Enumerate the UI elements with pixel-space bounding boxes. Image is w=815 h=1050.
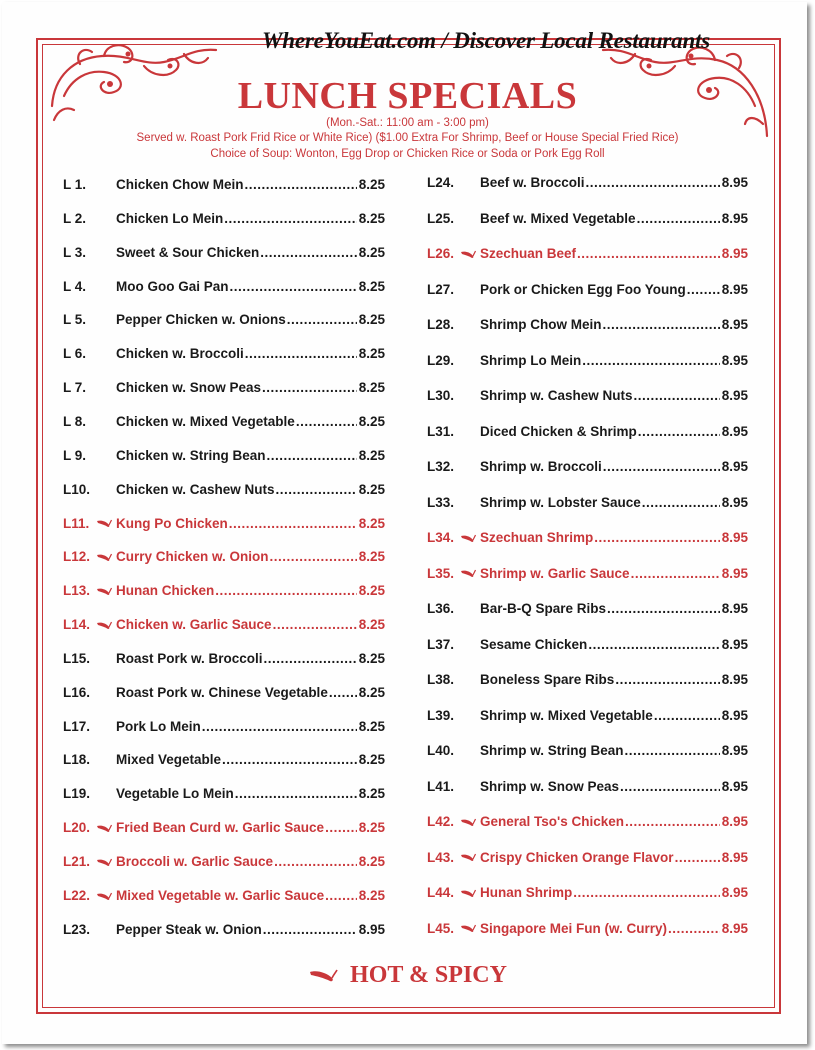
- item-code: L 3.: [63, 244, 87, 260]
- dot-leader: [634, 386, 720, 406]
- site-watermark: WhereYouEat.com / Discover Local Restaurants: [262, 28, 711, 53]
- menu-item: [427, 528, 748, 548]
- item-code: L14.: [63, 617, 91, 633]
- item-code: L40.: [427, 743, 455, 758]
- item-price: 8.25: [358, 515, 385, 531]
- menu-item: [63, 615, 385, 635]
- item-code: L12.: [63, 549, 91, 565]
- item-code: L32.: [427, 459, 455, 474]
- item-name: Chicken w. Mixed Vegetable: [116, 413, 295, 429]
- item-price: 8.95: [721, 636, 748, 652]
- item-price: 8.25: [358, 447, 385, 463]
- menu-item: [63, 243, 385, 263]
- item-name: Hunan Chicken: [116, 583, 215, 599]
- menu-item: [427, 777, 748, 797]
- item-code: L30.: [427, 388, 455, 403]
- dot-leader: [638, 422, 720, 442]
- item-name: Pork or Chicken Egg Foo Young: [480, 281, 686, 297]
- item-code: L23.: [63, 921, 91, 937]
- menu-item: [427, 351, 748, 371]
- item-price: 8.95: [721, 778, 748, 794]
- chili-pepper-icon: [96, 852, 112, 872]
- item-name: Hunan Shrimp: [480, 885, 573, 900]
- legend-label: HOT & SPICY: [350, 962, 507, 988]
- menu-item: [427, 280, 748, 300]
- item-code: L26.: [427, 246, 455, 261]
- menu-item: [427, 706, 748, 726]
- menu-item: [427, 173, 748, 193]
- dot-leader: [202, 717, 357, 737]
- dot-leader: [582, 351, 719, 371]
- dot-leader: [262, 378, 357, 398]
- menu-item: [63, 581, 385, 601]
- item-code: L22.: [63, 887, 91, 903]
- dot-leader: [603, 457, 720, 477]
- item-code: L19.: [63, 786, 91, 802]
- dot-leader: [267, 446, 357, 466]
- item-name: Chicken w. Cashew Nuts: [116, 481, 275, 497]
- item-code: L31.: [427, 423, 455, 439]
- dot-leader: [687, 280, 720, 300]
- menu-item: [63, 818, 385, 838]
- menu-item: [427, 599, 748, 619]
- item-name: Beef w. Mixed Vegetable: [480, 210, 636, 226]
- item-price: 8.25: [358, 210, 385, 226]
- item-price: 8.95: [721, 672, 748, 687]
- item-name: Chicken w. Snow Peas: [116, 380, 262, 396]
- item-name: Pork Lo Mein: [116, 718, 201, 734]
- item-code: L38.: [427, 672, 455, 687]
- chili-pepper-icon: [460, 919, 476, 939]
- item-code: L13.: [63, 583, 91, 599]
- item-price: 8.25: [358, 549, 385, 565]
- item-name: Szechuan Shrimp: [480, 530, 594, 545]
- item-name: Shrimp w. Lobster Sauce: [480, 494, 641, 510]
- item-name: Beef w. Broccoli: [480, 175, 585, 190]
- menu-item: [427, 635, 748, 655]
- serving-hours: (Mon.-Sat.: 11:00 am - 3:00 pm): [326, 117, 489, 129]
- item-price: 8.95: [358, 921, 385, 937]
- dot-leader: [620, 777, 720, 797]
- item-name: Mixed Vegetable w. Garlic Sauce: [116, 887, 325, 903]
- item-price: 8.95: [721, 849, 748, 865]
- item-name: Crispy Chicken Orange Flavor: [480, 849, 674, 865]
- item-price: 8.25: [358, 854, 385, 869]
- item-code: L 9.: [63, 447, 87, 463]
- menu-item: [427, 812, 748, 832]
- dot-leader: [594, 528, 719, 548]
- item-name: Vegetable Lo Mein: [116, 786, 234, 802]
- dot-leader: [263, 920, 357, 940]
- item-name: Sesame Chicken: [480, 636, 588, 652]
- dot-leader: [577, 244, 720, 264]
- item-name: Roast Pork w. Broccoli: [116, 650, 263, 666]
- dot-leader: [573, 883, 719, 903]
- item-code: L20.: [63, 820, 91, 836]
- dot-leader: [245, 344, 357, 364]
- chili-pepper-icon: [96, 886, 112, 906]
- item-price: 8.25: [358, 887, 385, 903]
- item-name: Pepper Chicken w. Onions: [116, 312, 286, 328]
- menu-item: [427, 422, 748, 442]
- chili-pepper-icon: [460, 883, 476, 903]
- item-name: Bar-B-Q Spare Ribs: [480, 601, 607, 616]
- dot-leader: [235, 784, 357, 804]
- item-code: L33.: [427, 494, 455, 510]
- item-price: 8.25: [358, 278, 385, 294]
- item-price: 8.25: [358, 413, 385, 429]
- item-code: L25.: [427, 210, 455, 226]
- menu-item: [427, 493, 748, 513]
- menu-item: [63, 412, 385, 432]
- item-price: 8.25: [358, 380, 385, 396]
- item-price: 8.25: [358, 650, 385, 666]
- item-code: L 8.: [63, 413, 87, 429]
- menu-item: [63, 446, 385, 466]
- dot-leader: [637, 209, 720, 229]
- item-name: Shrimp w. Cashew Nuts: [480, 388, 633, 403]
- dot-leader: [586, 173, 720, 193]
- item-name: Chicken w. String Bean: [116, 447, 266, 463]
- dot-leader: [224, 209, 356, 229]
- item-name: Moo Goo Gai Pan: [116, 278, 229, 294]
- item-code: L18.: [63, 752, 91, 768]
- dot-leader: [264, 649, 357, 669]
- chili-pepper-icon: [308, 966, 338, 986]
- item-code: L41.: [427, 778, 455, 794]
- item-code: L43.: [427, 849, 455, 865]
- menu-item: [63, 717, 385, 737]
- item-price: 8.95: [721, 317, 748, 332]
- item-name: General Tso's Chicken: [480, 814, 625, 829]
- menu-item: [427, 386, 748, 406]
- menu-item: [63, 277, 385, 297]
- item-code: L29.: [427, 352, 455, 368]
- item-code: L37.: [427, 636, 455, 652]
- item-code: L24.: [427, 175, 455, 190]
- item-name: Chicken w. Broccoli: [116, 346, 244, 362]
- menu-item: [63, 920, 385, 940]
- dot-leader: [675, 848, 720, 868]
- item-price: 8.25: [358, 312, 385, 328]
- item-price: 8.25: [358, 617, 385, 633]
- chili-pepper-icon: [460, 564, 476, 584]
- menu-item: [63, 547, 385, 567]
- menu-item: [63, 209, 385, 229]
- dot-leader: [222, 750, 357, 770]
- item-price: 8.25: [358, 752, 385, 768]
- item-name: Sweet & Sour Chicken: [116, 244, 260, 260]
- item-price: 8.95: [721, 423, 748, 439]
- menu-item: [63, 378, 385, 398]
- item-name: Singapore Mei Fun (w. Curry): [480, 920, 668, 936]
- item-code: L 2.: [63, 210, 87, 226]
- menu-item: [427, 457, 748, 477]
- item-price: 8.95: [721, 459, 748, 474]
- menu-item: [63, 852, 385, 872]
- item-code: L 7.: [63, 380, 87, 396]
- item-name: Shrimp w. Mixed Vegetable: [480, 707, 653, 723]
- item-name: Chicken Chow Mein: [116, 177, 244, 192]
- dot-leader: [215, 581, 356, 601]
- menu-item: [427, 315, 748, 335]
- dot-leader: [270, 547, 357, 567]
- item-name: Broccoli w. Garlic Sauce: [116, 854, 274, 869]
- item-code: L 5.: [63, 312, 87, 328]
- item-price: 8.95: [721, 814, 748, 829]
- item-price: 8.25: [358, 346, 385, 362]
- dot-leader: [276, 480, 357, 500]
- menu-item: [63, 310, 385, 330]
- item-code: L45.: [427, 920, 455, 936]
- menu-item: [427, 848, 748, 868]
- menu-item: [63, 784, 385, 804]
- chili-pepper-icon: [96, 818, 112, 838]
- dot-leader: [325, 886, 357, 906]
- menu-item: [63, 175, 385, 195]
- item-price: 8.25: [358, 684, 385, 700]
- menu-item: [63, 480, 385, 500]
- item-name: Shrimp w. Garlic Sauce: [480, 565, 630, 581]
- item-code: L21.: [63, 854, 91, 869]
- item-price: 8.95: [721, 281, 748, 297]
- menu-item: [427, 883, 748, 903]
- item-price: 8.25: [358, 820, 385, 836]
- menu-item: [427, 564, 748, 584]
- item-code: L27.: [427, 281, 455, 297]
- dot-leader: [603, 315, 720, 335]
- dot-leader: [287, 310, 357, 330]
- menu-title: LUNCH SPECIALS: [237, 75, 578, 117]
- item-code: L42.: [427, 814, 455, 829]
- item-code: L15.: [63, 650, 91, 666]
- chili-pepper-icon: [460, 528, 476, 548]
- item-name: Curry Chicken w. Onion: [116, 549, 269, 565]
- item-code: L 1.: [63, 177, 87, 192]
- item-price: 8.95: [721, 210, 748, 226]
- chili-pepper-icon: [96, 547, 112, 567]
- chili-pepper-icon: [96, 581, 112, 601]
- item-price: 8.95: [721, 920, 748, 936]
- item-code: L44.: [427, 885, 455, 900]
- item-price: 8.25: [358, 718, 385, 734]
- dot-leader: [631, 564, 720, 584]
- item-name: Boneless Spare Ribs: [480, 672, 615, 687]
- item-code: L 6.: [63, 346, 87, 362]
- item-name: Diced Chicken & Shrimp: [480, 423, 637, 439]
- menu-item: [427, 919, 748, 939]
- dot-leader: [260, 243, 356, 263]
- item-price: 8.25: [358, 583, 385, 599]
- menu-item: [63, 683, 385, 703]
- item-name: Shrimp Chow Mein: [480, 317, 602, 332]
- item-price: 8.95: [721, 565, 748, 581]
- dot-leader: [588, 635, 719, 655]
- dot-leader: [230, 277, 357, 297]
- menu-item: [427, 209, 748, 229]
- item-code: L35.: [427, 565, 455, 581]
- dot-leader: [607, 599, 720, 619]
- item-name: Szechuan Beef: [480, 246, 577, 261]
- item-name: Shrimp w. Snow Peas: [480, 778, 620, 794]
- item-name: Chicken w. Garlic Sauce: [116, 617, 272, 633]
- dot-leader: [296, 412, 357, 432]
- chili-pepper-icon: [96, 615, 112, 635]
- menu-item: [427, 741, 748, 761]
- item-name: Shrimp Lo Mein: [480, 352, 582, 368]
- item-price: 8.25: [358, 177, 385, 192]
- menu-item: [63, 750, 385, 770]
- item-name: Kung Po Chicken: [116, 515, 228, 531]
- chili-pepper-icon: [460, 244, 476, 264]
- menu-item: [63, 514, 385, 534]
- rice-note: Served w. Roast Pork Frid Rice or White Rice) ($1.00 Extra For Shrimp, Beef or House Special Fried Rice): [136, 132, 679, 144]
- item-price: 8.95: [721, 246, 748, 261]
- item-price: 8.95: [721, 743, 748, 758]
- item-name: Shrimp w. Broccoli: [480, 459, 602, 474]
- item-name: Chicken Lo Mein: [116, 210, 224, 226]
- item-price: 8.95: [721, 601, 748, 616]
- item-name: Roast Pork w. Chinese Vegetable: [116, 684, 328, 700]
- item-code: L39.: [427, 707, 455, 723]
- hot-spicy-legend: [0, 962, 815, 989]
- dot-leader: [273, 615, 357, 635]
- menu-item: [427, 244, 748, 264]
- item-name: Fried Bean Curd w. Garlic Sauce: [116, 820, 325, 836]
- item-price: 8.95: [721, 494, 748, 510]
- menu-item: [427, 670, 748, 690]
- item-price: 8.95: [721, 352, 748, 368]
- item-name: Mixed Vegetable: [116, 752, 222, 768]
- item-code: L28.: [427, 317, 455, 332]
- item-price: 8.95: [721, 388, 748, 403]
- menu-item: [63, 649, 385, 669]
- item-code: L16.: [63, 684, 91, 700]
- item-price: 8.95: [721, 885, 748, 900]
- item-code: L11.: [63, 515, 90, 531]
- dot-leader: [625, 741, 720, 761]
- dot-leader: [625, 812, 720, 832]
- menu-item: [63, 886, 385, 906]
- chili-pepper-icon: [96, 514, 112, 534]
- soup-note: Choice of Soup: Wonton, Egg Drop or Chicken Rice or Soda or Pork Egg Roll: [210, 148, 605, 160]
- dot-leader: [325, 818, 357, 838]
- item-price: 8.95: [721, 175, 748, 190]
- item-price: 8.95: [721, 530, 748, 545]
- item-name: Shrimp w. String Bean: [480, 743, 624, 758]
- dot-leader: [245, 175, 357, 195]
- dot-leader: [668, 919, 720, 939]
- item-price: 8.25: [358, 786, 385, 802]
- dot-leader: [229, 514, 357, 534]
- chili-pepper-icon: [460, 812, 476, 832]
- dot-leader: [654, 706, 720, 726]
- item-code: L17.: [63, 718, 91, 734]
- item-price: 8.95: [721, 707, 748, 723]
- item-code: L36.: [427, 601, 455, 616]
- item-code: L34.: [427, 530, 455, 545]
- menu-item: [63, 344, 385, 364]
- dot-leader: [615, 670, 719, 690]
- item-code: L 4.: [63, 278, 87, 294]
- dot-leader: [329, 683, 357, 703]
- item-code: L10.: [63, 481, 91, 497]
- dot-leader: [642, 493, 720, 513]
- chili-pepper-icon: [460, 848, 476, 868]
- item-price: 8.25: [358, 481, 385, 497]
- dot-leader: [274, 852, 357, 872]
- item-price: 8.25: [358, 244, 385, 260]
- item-name: Pepper Steak w. Onion: [116, 921, 262, 937]
